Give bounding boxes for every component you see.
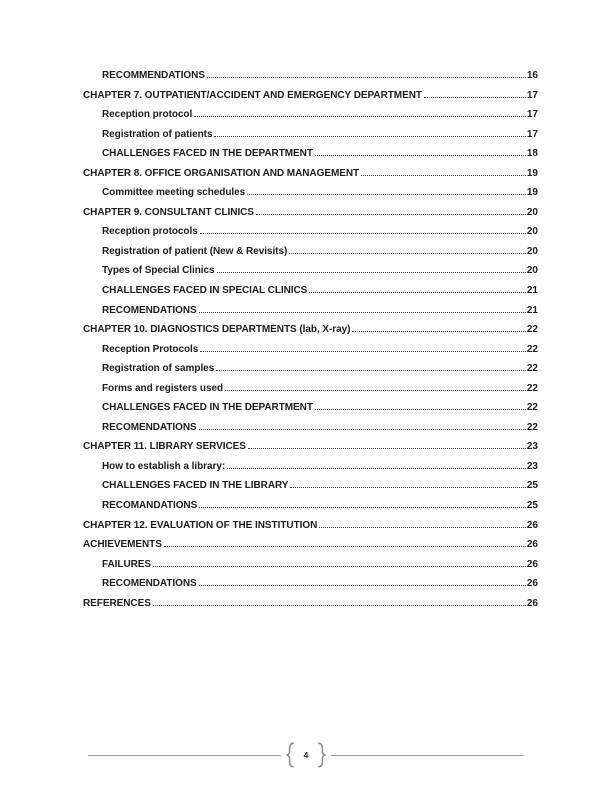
toc-entry-label: CHALLENGES FACED IN THE DEPARTMENT xyxy=(102,402,313,414)
toc-entry-page: 17 xyxy=(526,128,538,140)
toc-entry-page: 22 xyxy=(526,343,538,355)
dot-leader xyxy=(424,97,526,98)
toc-entry-page: 25 xyxy=(526,480,538,492)
dot-leader xyxy=(248,448,526,449)
toc-entry xyxy=(83,535,538,555)
toc-entry xyxy=(83,203,538,223)
dot-leader xyxy=(247,194,526,195)
dot-leader xyxy=(315,155,526,156)
toc-entry xyxy=(83,359,538,379)
right-bracket-ornament-icon xyxy=(317,742,329,768)
dot-leader xyxy=(319,527,526,528)
toc-entry-label: ACHIEVEMENTS xyxy=(83,539,162,551)
toc-entry-label: Registration of patient (New & Revisits) xyxy=(102,245,288,257)
dot-leader xyxy=(214,136,525,137)
dot-leader xyxy=(200,233,526,234)
toc-entry-label: Committee meeting schedules xyxy=(102,187,246,199)
toc-entry-page: 22 xyxy=(526,402,538,414)
toc-entry-label: How to establish a library: xyxy=(102,460,226,472)
toc-entry-label: RECOMMENDATIONS xyxy=(102,70,205,81)
toc-entry xyxy=(83,320,538,340)
toc-entry-label: Forms and registers used xyxy=(102,382,224,394)
dot-leader xyxy=(290,487,525,488)
toc-entry xyxy=(83,574,538,594)
dot-leader xyxy=(199,585,526,586)
toc-entry-page: 26 xyxy=(526,519,538,531)
toc-entry xyxy=(83,66,538,86)
toc-entry-label: CHAPTER 11. LIBRARY SERVICES xyxy=(83,441,246,453)
toc-entry-page: 18 xyxy=(526,148,538,160)
toc-entry-label: CHAPTER 12. EVALUATION OF THE INSTITUTION xyxy=(83,519,318,531)
toc-entry-label: RECOMANDATIONS xyxy=(102,500,198,512)
toc-entry xyxy=(83,242,538,262)
toc-entry-label: Reception protocol xyxy=(102,109,193,121)
toc-entry-label: Registration of samples xyxy=(102,363,215,375)
toc-entry xyxy=(83,516,538,536)
dot-leader xyxy=(217,272,526,273)
toc-entry-page: 26 xyxy=(526,578,538,590)
toc-entry-label: CHAPTER 7. OUTPATIENT/ACCIDENT AND EMERGENCY DEPARTMENT xyxy=(83,89,422,101)
toc-entry-label: Reception protocols xyxy=(102,226,198,238)
dot-leader xyxy=(153,566,526,567)
toc-entry-page: 21 xyxy=(526,285,538,297)
toc-entry-page: 21 xyxy=(526,304,538,316)
toc-entry xyxy=(83,86,538,106)
dot-leader xyxy=(199,429,526,430)
toc-entry-page: 19 xyxy=(526,167,538,179)
toc-entry-page: 19 xyxy=(526,187,538,199)
toc-entry-page: 20 xyxy=(526,226,538,238)
toc-entry-label: CHALLENGES FACED IN THE DEPARTMENT xyxy=(102,148,313,160)
toc-entry xyxy=(83,398,538,418)
footer-rule-right xyxy=(331,755,524,756)
toc-entry xyxy=(83,418,538,438)
toc-entry xyxy=(83,164,538,184)
toc-entry xyxy=(83,457,538,477)
toc-entry-label: CHAPTER 9. CONSULTANT CLINICS xyxy=(83,206,254,218)
dot-leader xyxy=(361,175,526,176)
dot-leader xyxy=(216,370,526,371)
footer-page-number: 4 xyxy=(303,749,309,760)
dot-leader xyxy=(352,331,525,332)
toc-entry-page: 20 xyxy=(526,265,538,277)
toc-entry xyxy=(83,301,538,321)
toc-entry-page: 23 xyxy=(526,441,538,453)
dot-leader xyxy=(199,507,526,508)
toc-entry-label: RECOMENDATIONS xyxy=(102,421,197,433)
toc-entry-page: 17 xyxy=(526,109,538,121)
toc-entry xyxy=(83,281,538,301)
toc-entry-label: CHALLENGES FACED IN SPECIAL CLINICS xyxy=(102,285,308,297)
toc-entry xyxy=(83,105,538,125)
dot-leader xyxy=(164,546,526,547)
dot-leader xyxy=(227,468,526,469)
toc-entry-label: Reception Protocols xyxy=(102,343,199,355)
toc-entry-page: 23 xyxy=(526,460,538,472)
toc-entry-page: 22 xyxy=(526,382,538,394)
toc-entry-label: REFERENCES xyxy=(83,597,151,609)
toc-entry-page: 26 xyxy=(526,539,538,551)
dot-leader xyxy=(289,253,526,254)
toc-entry xyxy=(83,476,538,496)
toc-entry xyxy=(83,125,538,145)
toc-entry xyxy=(83,594,538,614)
toc-entry-page: 16 xyxy=(526,70,538,81)
dot-leader xyxy=(256,214,526,215)
toc-entry-page: 25 xyxy=(526,500,538,512)
dot-leader xyxy=(194,116,526,117)
toc-entry xyxy=(83,261,538,281)
toc-entry xyxy=(83,496,538,516)
dot-leader xyxy=(199,312,526,313)
toc-entry-page: 17 xyxy=(526,89,538,101)
toc-entry-label: FAILURES xyxy=(102,558,152,570)
dot-leader xyxy=(153,605,526,606)
dot-leader xyxy=(225,390,526,391)
toc-entry xyxy=(83,340,538,360)
page-footer xyxy=(88,742,524,768)
toc-entry xyxy=(83,222,538,242)
toc-entry-label: CHAPTER 10. DIAGNOSTICS DEPARTMENTS (lab, X-ray) xyxy=(83,324,351,336)
toc-entry-label: RECOMENDATIONS xyxy=(102,578,197,590)
toc-entry-label: CHAPTER 8. OFFICE ORGANISATION AND MANAGEMENT xyxy=(83,167,360,179)
table-of-contents xyxy=(83,66,538,613)
toc-entry xyxy=(83,183,538,203)
toc-entry-page: 22 xyxy=(526,324,538,336)
toc-entry-page: 20 xyxy=(526,245,538,257)
left-bracket-ornament-icon xyxy=(283,742,295,768)
footer-rule-left xyxy=(88,755,281,756)
toc-entry xyxy=(83,437,538,457)
toc-entry-label: Registration of patients xyxy=(102,128,213,140)
dot-leader xyxy=(200,351,526,352)
toc-entry-page: 26 xyxy=(526,558,538,570)
toc-entry-page: 26 xyxy=(526,597,538,609)
dot-leader xyxy=(207,77,526,78)
toc-entry-label: RECOMENDATIONS xyxy=(102,304,197,316)
toc-entry-page: 20 xyxy=(526,206,538,218)
toc-entry xyxy=(83,379,538,399)
toc-entry-label: Types of Special Clinics xyxy=(102,265,215,277)
toc-entry xyxy=(83,555,538,575)
toc-entry-label: CHALLENGES FACED IN THE LIBRARY xyxy=(102,480,289,492)
toc-entry-page: 22 xyxy=(526,363,538,375)
toc-entry-page: 22 xyxy=(526,421,538,433)
dot-leader xyxy=(309,292,526,293)
dot-leader xyxy=(315,409,526,410)
toc-entry xyxy=(83,144,538,164)
